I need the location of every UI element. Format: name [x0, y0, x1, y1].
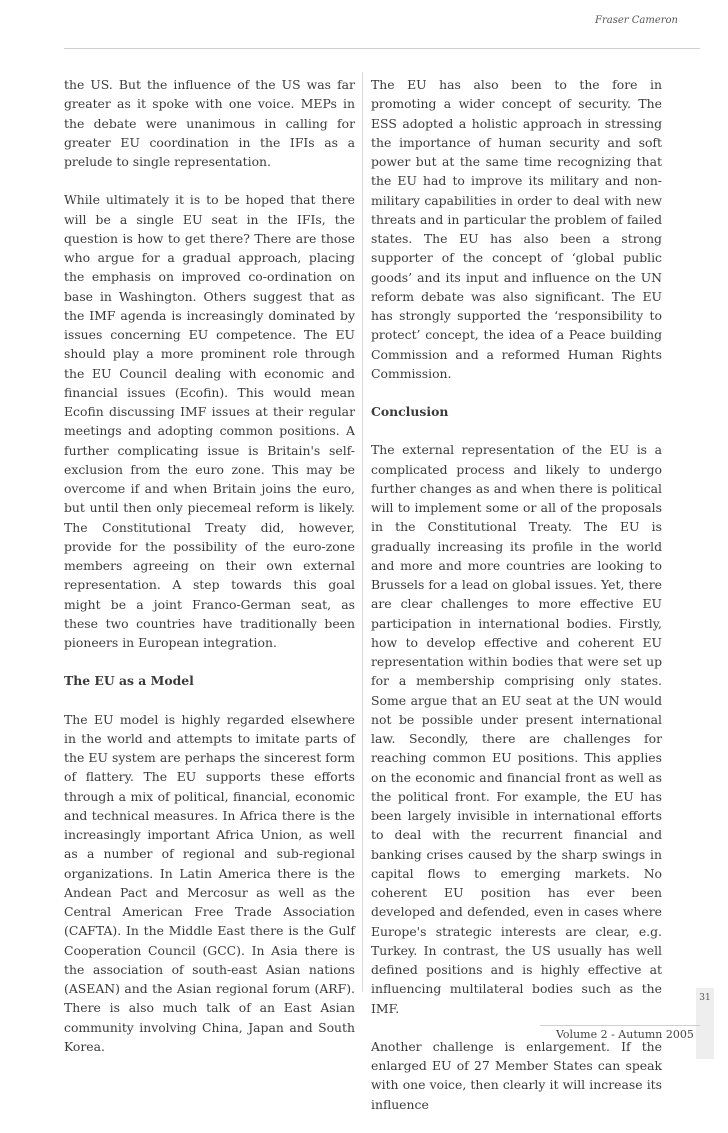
paragraph: The external representation of the EU is a complicated process and likely to undergo further changes as and when there is political will to implement some or all of the proposals in the Constitutional Treaty. The EU is gradually increasing its profile in the world and more and more countries are looking to Brussels for a lead on global issues. Yet, there are clear challenges to more effective EU participation in international bodies. Firstly, how to develop effective and coherent EU representation within bodies that were set up for a membership comprising only states. Some argue that an EU seat at the UN would not be possible under present international law. Secondly, there are challenges for reaching common EU positions. This applies on the economic and financial front as well as the political front. For example, the EU has been largely invisible in international efforts to deal with the recurrent financial and banking crises caused by the sharp swings in capital flows to emerging markets. No coherent EU position has ever been developed and defended, even in cases where Europe's strategic interests are clear, e.g. Turkey. In contrast, the US usually has well defined positions and is highly effective at influencing multilateral bodies such as the IMF.	[371, 442, 662, 1016]
paragraph: the US. But the influence of the US was far greater as it spoke with one voice. MEPs in the debate were unanimous in calling for greater EU coordination in the IFIs as a prelude to single representation.	[64, 77, 355, 169]
footer-volume-label: Volume 2 - Autumn 2005	[556, 1028, 694, 1041]
column-divider	[362, 72, 363, 992]
paragraph: The EU has also been to the fore in promoting a wider concept of security. The ESS adopted a holistic approach in stressing the importance of human security and soft power but at the same time recognizing that the EU had to improve its military and non-military capabilities in order to deal with new threats and in particular the problem of failed states. The EU has also been a strong supporter of the concept of ‘global public goods’ and its input and influence on the UN reform debate was also significant. The EU has strongly supported the ‘responsibility to protect’ concept, the idea of a Peace building Commission and a reformed Human Rights Commission.	[371, 77, 662, 381]
running-header-author: Fraser Cameron	[595, 15, 678, 26]
section-heading: Conclusion	[371, 404, 449, 419]
section-heading: The EU as a Model	[64, 673, 194, 689]
left-column	[64, 75, 355, 1075]
footer-rule	[540, 1025, 700, 1026]
page-number: 31	[699, 993, 711, 1003]
header-rule	[64, 48, 700, 49]
paragraph: The EU model is highly regarded elsewhere in the world and attempts to imitate parts of the EU system are perhaps the sincerest form of flattery. The EU supports these efforts through a mix of political, financial, economic and technical measures. In Africa there is the increasingly important Africa Union, as well as a number of regional and sub-regional organizations. In Latin America there is the Andean Pact and Mercosur as well as the Central American Free Trade Association (CAFTA). In the Middle East there is the Gulf Cooperation Council (GCC). In Asia there is the association of south-east Asian nations (ASEAN) and the Asian regional forum (ARF). There is also much talk of an East Asian community involving China, Japan and South Korea.	[64, 711, 355, 1054]
paragraph: Another challenge is enlargement. If the enlarged EU of 27 Member States can speak with one voice, then clearly it will increase its influence	[371, 1038, 662, 1112]
right-column	[371, 75, 662, 1133]
paragraph: While ultimately it is to be hoped that there will be a single EU seat in the IFIs, the question is how to get there? There are those who argue for a gradual approach, placing the emphasis on improved co-ordination on base in Washington. Others suggest that as the IMF agenda is increasingly dominated by issues concerning EU competence. The EU should play a more prominent role through the EU Council dealing with economic and financial issues (Ecofin). This would mean Ecofin discussing IMF issues at their regular meetings and adopting common positions. A further complicating issue is Britain's self-exclusion from the euro zone. This may be overcome if and when Britain joins the euro, but until then only piecemeal reform is likely. The Constitutional Treaty did, however, provide for the possibility of the euro-zone members agreeing on their own external representation. A step towards this goal might be a joint Franco-German seat, as these two countries have traditionally been pioneers in European integration.	[64, 192, 355, 650]
